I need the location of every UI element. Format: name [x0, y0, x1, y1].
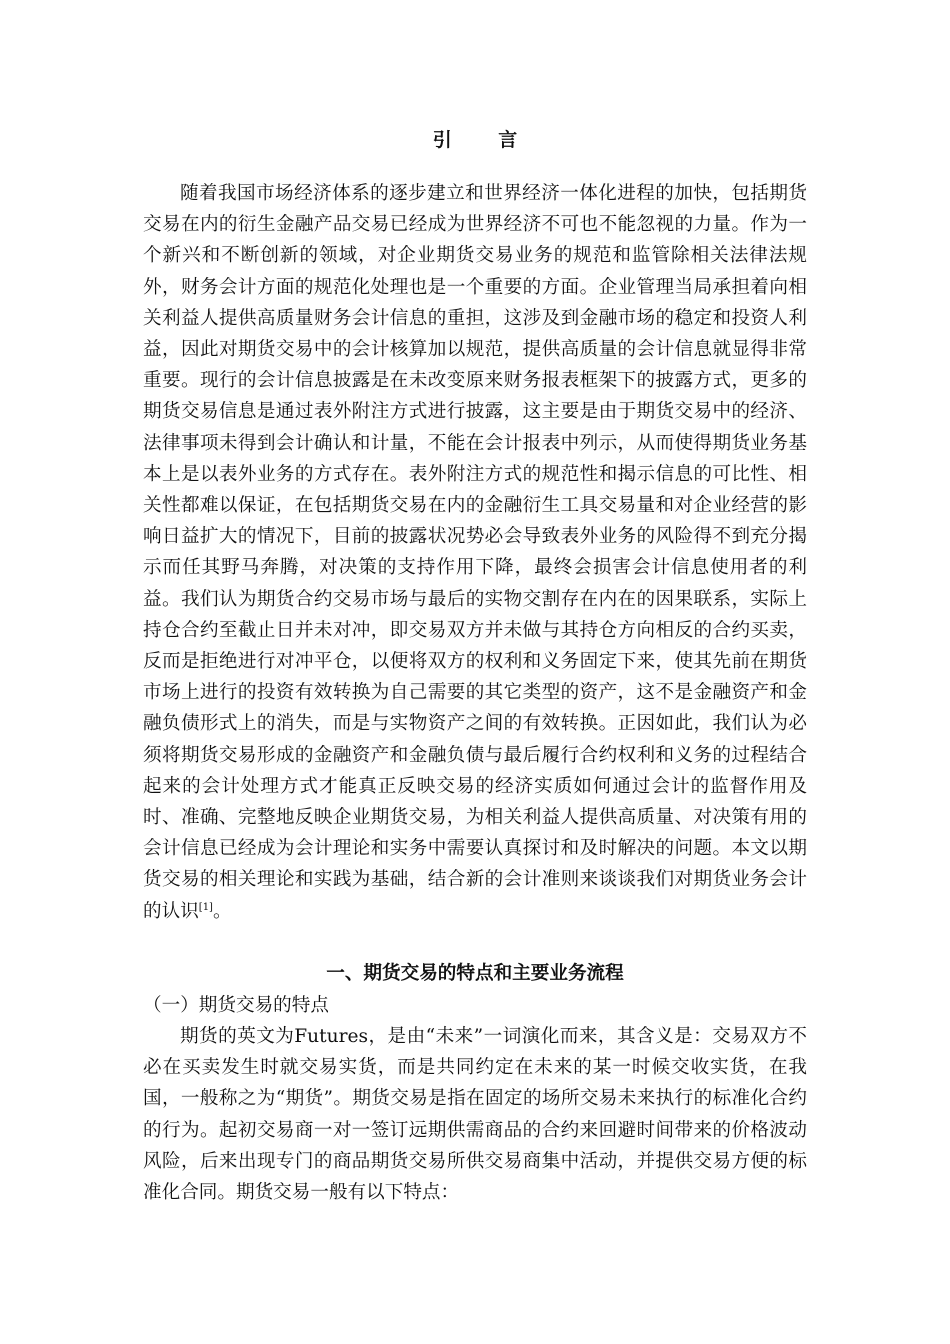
subsection-paragraph: 期货的英文为Futures，是由“未来”一词演化而来，其含义是：交易双方不必在买卖发生时就交易实货，而是共同约定在未来的某一时候交收实货，在我国，一般称之为“期货”。期货交易是指在固定的场所交易未来执行的标准化合约的行为。起初交易商一对一签订远期供需商品的合约来回避时间带来的价格波动风险，后来出现专门的商品期货交易所供交易商集中活动，并提供交易方便的标准化合同。期货交易一般有以下特点：: [143, 1026, 807, 1204]
section-heading: 一、期货交易的特点和主要业务流程: [326, 963, 624, 984]
intro-end-punct: 。: [212, 900, 232, 922]
intro-paragraph: [143, 178, 807, 927]
citation-marker: [1]: [198, 901, 213, 913]
subsection-heading: （一）期货交易的特点: [143, 995, 329, 1016]
intro-text: 随着我国市场经济体系的逐步建立和世界经济一体化进程的加快，包括期货交易在内的衍生金融产品交易已经成为世界经济不可也不能忽视的力量。作为一个新兴和不断创新的领域，对企业期货交易业务的规范和监管除相关法律法规外，财务会计方面的规范化处理也是一个重要的方面。企业管理当局承担着向相关利益人提供高质量财务会计信息的重担，这涉及到金融市场的稳定和投资人利益，因此对期货交易中的会计核算加以规范，提供高质量的会计信息就显得非常重要。现行的会计信息披露是在未改变原来财务报表框架下的披露方式，更多的期货交易信息是通过表外附注方式进行披露，这主要是由于期货交易中的经济、法律事项未得到会计确认和计量，不能在会计报表中列示，从而使得期货业务基本上是以表外业务的方式存在。表外附注方式的规范性和揭示信息的可比性、相关性都难以保证，在包括期货交易在内的金融衍生工具交易量和对企业经营的影响日益扩大的情况下，目前的披露状况势必会导致表外业务的风险得不到充分揭示而任其野马奔腾，对决策的支持作用下降，最终会损害会计信息使用者的利益。我们认为期货合约交易市场与最后的实物交割存在内在的因果联系，实际上持仓合约至截止日并未对冲，即交易双方并未做与其持仓方向相反的合约买卖，反而是拒绝进行对冲平仓，以便将双方的权利和义务固定下来，使其先前在期货市场上进行的投资有效转换为自己需要的其它类型的资产，这不是金融资产和金融负债形式上的消失，而是与实物资产之间的有效转换。正因如此，我们认为必须将期货交易形成的金融资产和金融负债与最后履行合约权利和义务的过程结合起来的会计处理方式才能真正反映交易的经济实质如何通过会计的监督作用及时、准确、完整地反映企业期货交易，为相关利益人提供高质量、对决策有用的会计信息已经成为会计理论和实务中需要认真探讨和及时解决的问题。本文以期货交易的相关理论和实践为基础，结合新的会计准则来谈谈我们对期货业务会计的认识: [143, 183, 807, 922]
page-title: 引 言: [432, 129, 538, 151]
